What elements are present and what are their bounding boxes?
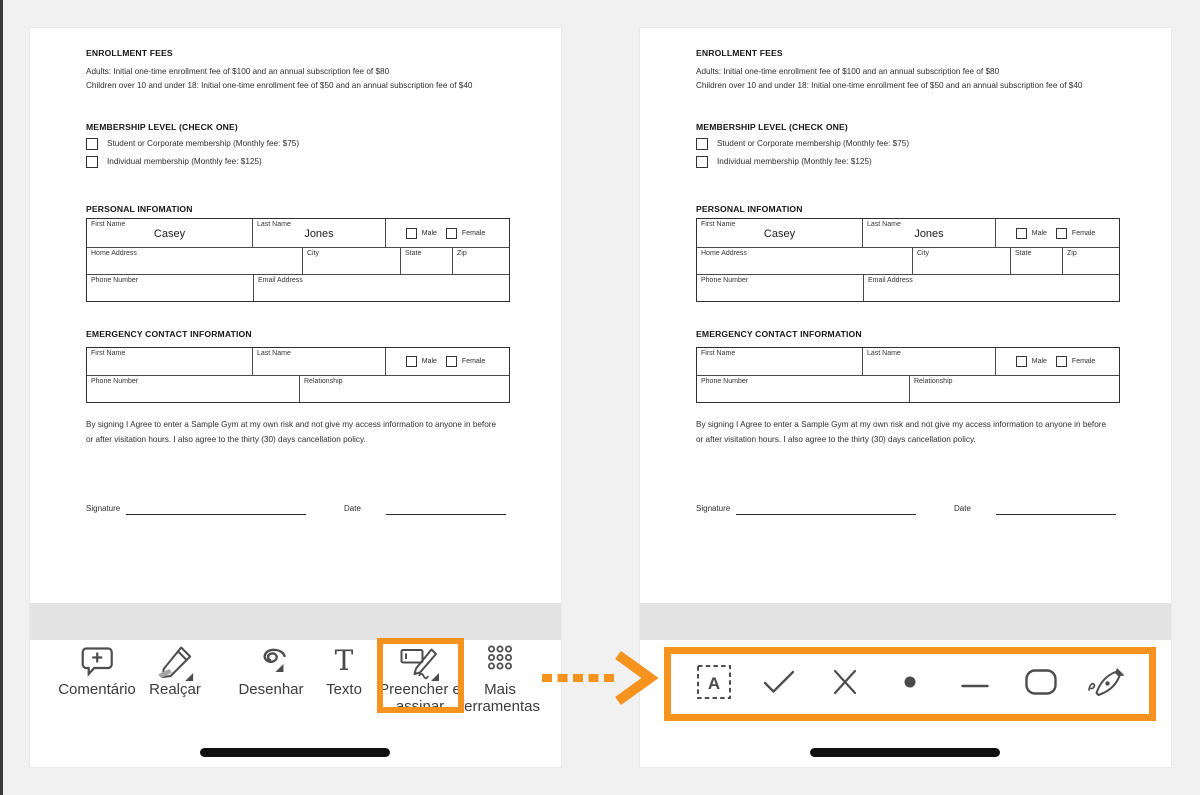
right-phone-screen	[640, 28, 1171, 767]
cross-icon	[832, 668, 858, 701]
enrollment-form-page	[696, 28, 1120, 628]
email-address-field[interactable]: Email Address	[253, 275, 509, 301]
checkbox[interactable]	[696, 138, 708, 150]
emergency-gender-field: Male Female	[995, 348, 1119, 375]
emergency-phone-field[interactable]: Phone Number	[701, 378, 749, 385]
dot-icon	[903, 675, 917, 694]
emergency-phone-field[interactable]: Phone Number	[91, 378, 139, 385]
emergency-contact-table	[696, 347, 1120, 403]
table-row	[87, 274, 509, 301]
table-row	[87, 219, 509, 247]
toolbar-item-label: Preencher e assinar	[379, 681, 461, 715]
signature-pen-icon	[1086, 666, 1126, 703]
toolbar-item-label: Mais ferramentas	[459, 681, 541, 715]
line-icon	[961, 675, 989, 693]
personal-information-table	[86, 218, 510, 302]
toolbar-item-draw[interactable]	[238, 644, 303, 699]
state-field[interactable]: State	[1010, 248, 1062, 274]
section-title-enrollment-fees: ENROLLMENT FEES	[86, 48, 173, 58]
membership-option-individual[interactable]: Individual membership (Monthly fee: $125)	[86, 155, 262, 168]
enrollment-fees-line-adults: Adults: Initial one-time enrollment fee of $100 and an annual subscription fee of $80	[696, 67, 1000, 76]
cross-tool-button[interactable]	[823, 662, 867, 706]
dashed-box-letter-a-icon	[696, 664, 732, 705]
date-label: Date	[954, 504, 971, 513]
gender-field: Male Female	[995, 219, 1119, 247]
section-title-emergency-contact: EMERGENCY CONTACT INFORMATION	[86, 329, 252, 339]
enrollment-fees-line-children: Children over 10 and under 18: Initial one-time enrollment fee of $50 and an annual subscription fee of $40	[696, 81, 1083, 90]
toolbar-item-label: Desenhar	[238, 681, 304, 698]
emergency-last-name-field[interactable]: Last Name	[252, 348, 385, 375]
rounded-rectangle-icon	[1025, 669, 1057, 700]
document-bottom-gutter	[640, 603, 1171, 640]
home-indicator[interactable]	[200, 748, 390, 757]
rounded-rectangle-tool-button[interactable]	[1019, 662, 1063, 706]
section-title-membership-level: MEMBERSHIP LEVEL (CHECK ONE)	[696, 122, 848, 132]
emergency-gender-field: Male Female	[385, 348, 509, 375]
emergency-last-name-field[interactable]: Last Name	[862, 348, 995, 375]
table-row	[697, 219, 1119, 247]
date-line[interactable]	[996, 514, 1116, 515]
home-address-field[interactable]: Home Address	[91, 250, 137, 257]
male-checkbox[interactable]	[1016, 228, 1027, 239]
first-name-field[interactable]: First Name Casey	[87, 219, 252, 247]
date-label: Date	[344, 504, 361, 513]
enrollment-fees-line-children: Children over 10 and under 18: Initial one-time enrollment fee of $50 and an annual subscription fee of $40	[86, 81, 473, 90]
table-row	[697, 274, 1119, 301]
dot-tool-button[interactable]	[888, 662, 932, 706]
checkmark-icon	[762, 669, 796, 700]
window-left-edge	[0, 0, 3, 795]
phone-number-field[interactable]: Phone Number	[91, 277, 139, 284]
agreement-paragraph: By signing I Agree to enter a Sample Gym at my own risk and not give my access information to anyone in before or after visitation hours. I also agree to the thirty (30) days cancellation policy.	[696, 420, 1107, 444]
female-checkbox[interactable]	[1056, 356, 1067, 367]
date-line[interactable]	[386, 514, 506, 515]
signature-label: Signature	[696, 504, 731, 513]
last-name-value: Jones	[914, 228, 944, 240]
highlighter-icon	[149, 644, 201, 682]
toolbar-item-text[interactable]	[326, 644, 362, 699]
table-row	[87, 348, 509, 375]
svg-text:A: A	[707, 673, 720, 693]
signature-line[interactable]	[126, 514, 306, 515]
table-row	[697, 247, 1119, 274]
signature-tool-button[interactable]	[1084, 662, 1128, 706]
toolbar-item-more-tools[interactable]	[458, 644, 542, 715]
signature-line[interactable]	[736, 514, 916, 515]
draw-scribble-icon	[238, 644, 303, 682]
add-text-tool-button[interactable]	[692, 662, 736, 706]
last-name-value: Jones	[304, 228, 334, 240]
relationship-field[interactable]: Relationship	[909, 376, 1119, 402]
male-checkbox[interactable]	[406, 356, 417, 367]
emergency-first-name-field[interactable]: First Name	[701, 350, 736, 357]
agreement-paragraph: By signing I Agree to enter a Sample Gym at my own risk and not give my access information to anyone in before or after visitation hours. I also agree to the thirty (30) days cancellation policy.	[86, 420, 497, 444]
first-name-field[interactable]: First Name Casey	[697, 219, 862, 247]
gender-field: Male Female	[385, 219, 509, 247]
toolbar-item-comment[interactable]	[58, 644, 136, 699]
fill-sign-toolbar	[664, 647, 1156, 721]
membership-option-individual[interactable]: Individual membership (Monthly fee: $125)	[696, 155, 872, 168]
signature-label: Signature	[86, 504, 121, 513]
table-row	[87, 375, 509, 402]
state-field[interactable]: State	[400, 248, 452, 274]
city-field[interactable]: City	[302, 248, 400, 274]
female-checkbox[interactable]	[446, 356, 457, 367]
toolbar-item-label: Comentário	[58, 681, 136, 698]
first-name-value: Casey	[153, 228, 186, 240]
toolbar-item-label: Realçar	[149, 681, 201, 698]
section-title-personal-information: PERSONAL INFOMATION	[696, 204, 803, 214]
checkbox[interactable]	[86, 138, 98, 150]
relationship-field[interactable]: Relationship	[299, 376, 509, 402]
zip-field[interactable]: Zip	[1062, 248, 1119, 274]
section-title-membership-level: MEMBERSHIP LEVEL (CHECK ONE)	[86, 122, 238, 132]
signature-row	[86, 504, 510, 518]
section-title-enrollment-fees: ENROLLMENT FEES	[696, 48, 783, 58]
line-tool-button[interactable]	[953, 662, 997, 706]
table-row	[697, 348, 1119, 375]
last-name-field[interactable]: Last Name Jones	[252, 219, 385, 247]
fill-and-sign-icon	[374, 644, 466, 682]
text-icon: T	[334, 644, 354, 677]
phone-number-field[interactable]: Phone Number	[701, 277, 749, 284]
last-name-field[interactable]: Last Name Jones	[862, 219, 995, 247]
section-title-personal-information: PERSONAL INFOMATION	[86, 204, 193, 214]
checkbox[interactable]	[696, 156, 708, 168]
email-address-field[interactable]: Email Address	[863, 275, 1119, 301]
left-phone-screen	[30, 28, 561, 767]
comment-plus-icon	[58, 644, 136, 682]
table-row	[87, 247, 509, 274]
personal-information-table	[696, 218, 1120, 302]
signature-row	[696, 504, 1120, 518]
first-name-value: Casey	[763, 228, 796, 240]
female-checkbox[interactable]	[1056, 228, 1067, 239]
emergency-contact-table	[86, 347, 510, 403]
membership-option-student-corporate[interactable]: Student or Corporate membership (Monthly fee: $75)	[696, 137, 909, 150]
toolbar-item-highlight[interactable]	[149, 644, 201, 699]
table-row	[697, 375, 1119, 402]
zip-field[interactable]: Zip	[452, 248, 509, 274]
enrollment-form-page	[86, 28, 510, 628]
more-tools-grid-icon	[458, 644, 542, 682]
emergency-first-name-field[interactable]: First Name	[91, 350, 126, 357]
toolbar-item-label: Texto	[326, 681, 362, 698]
checkbox[interactable]	[86, 156, 98, 168]
toolbar-item-fill-and-sign[interactable]	[374, 644, 466, 715]
dashed-right-arrow	[538, 648, 660, 712]
enrollment-fees-line-adults: Adults: Initial one-time enrollment fee of $100 and an annual subscription fee of $80	[86, 67, 390, 76]
city-field[interactable]: City	[912, 248, 1010, 274]
membership-option-student-corporate[interactable]: Student or Corporate membership (Monthly fee: $75)	[86, 137, 299, 150]
male-checkbox[interactable]	[406, 228, 417, 239]
female-checkbox[interactable]	[446, 228, 457, 239]
section-title-emergency-contact: EMERGENCY CONTACT INFORMATION	[696, 329, 862, 339]
checkmark-tool-button[interactable]	[757, 662, 801, 706]
male-checkbox[interactable]	[1016, 356, 1027, 367]
document-bottom-gutter	[30, 603, 561, 640]
home-indicator[interactable]	[810, 748, 1000, 757]
home-address-field[interactable]: Home Address	[701, 250, 747, 257]
